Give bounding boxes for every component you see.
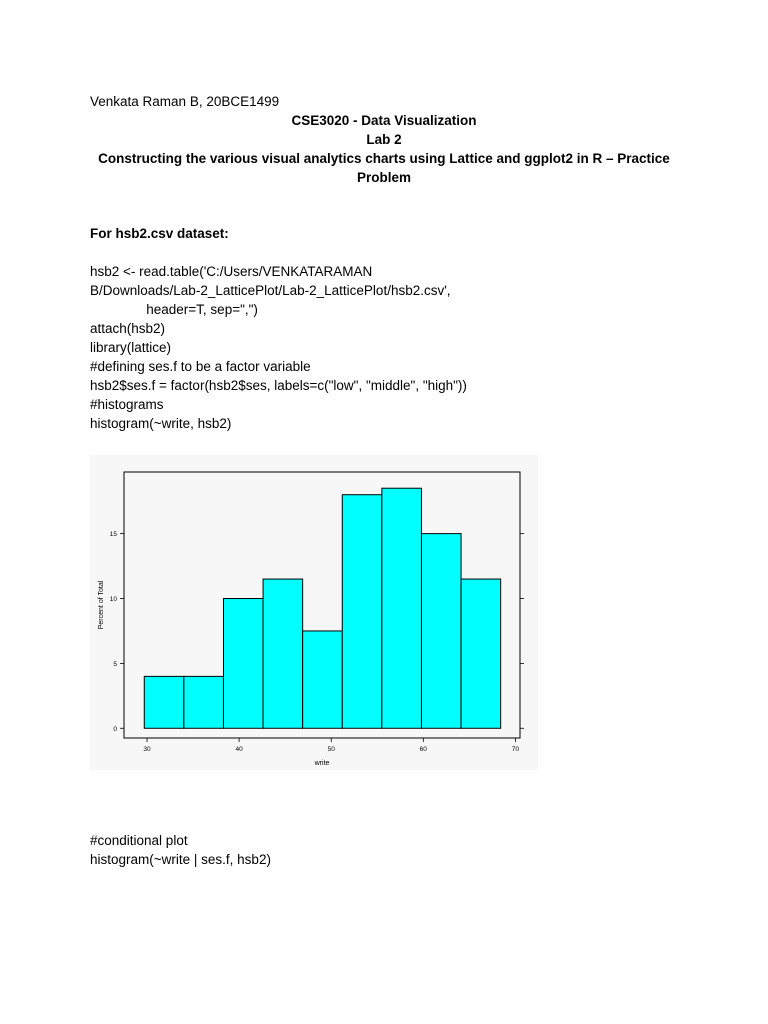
course-title: CSE3020 - Data Visualization (291, 113, 477, 128)
histogram-bar (421, 534, 461, 729)
histogram-bar (342, 495, 382, 729)
x-tick-label: 40 (235, 746, 243, 753)
y-axis-label: Percent of Total (98, 580, 105, 630)
histogram-bar (461, 579, 501, 728)
author-line: Venkata Raman B, 20BCE1499 (90, 94, 280, 109)
histogram-chart (90, 455, 538, 770)
y-tick-label: 10 (109, 596, 117, 604)
document-title-line1: Constructing the various visual analytics charts using Lattice and ggplot2 in R – Practice (98, 151, 670, 166)
code-line: B/Downloads/Lab-2_LatticePlot/Lab-2_LatticePlot/hsb2.csv', (90, 283, 451, 298)
code-line: histogram(~write, hsb2) (90, 416, 232, 431)
x-axis-label: write (314, 760, 330, 767)
x-tick-label: 60 (419, 746, 427, 753)
code-line: #histograms (90, 397, 164, 412)
code-line: histogram(~write | ses.f, hsb2) (90, 852, 271, 867)
lab-title: Lab 2 (366, 132, 402, 147)
code-line: hsb2 <- read.table('C:/Users/VENKATARAMAN (90, 264, 373, 279)
document-title-line2: Problem (356, 170, 411, 185)
code-line: hsb2$ses.f = factor(hsb2$ses, labels=c("low", "middle", "high")) (90, 378, 467, 393)
x-tick-label: 50 (327, 746, 335, 753)
code-line: header=T, sep=",") (90, 302, 258, 317)
code-line: library(lattice) (90, 340, 172, 355)
histogram-bar (144, 676, 184, 728)
histogram-bar (382, 488, 422, 728)
code-line: attach(hsb2) (90, 321, 166, 336)
code-line: #defining ses.f to be a factor variable (90, 359, 311, 374)
histogram-bar (184, 676, 224, 728)
histogram-bar (263, 579, 303, 728)
y-tick-label: 5 (113, 660, 117, 668)
dataset-heading: For hsb2.csv dataset: (90, 226, 229, 241)
x-tick-label: 70 (511, 746, 520, 753)
histogram-bar (303, 631, 343, 728)
y-tick-label: 0 (113, 725, 117, 733)
histogram-bar (223, 599, 263, 729)
code-line: #conditional plot (90, 833, 188, 848)
x-tick-label: 30 (143, 746, 151, 753)
y-tick-label: 15 (109, 531, 117, 539)
